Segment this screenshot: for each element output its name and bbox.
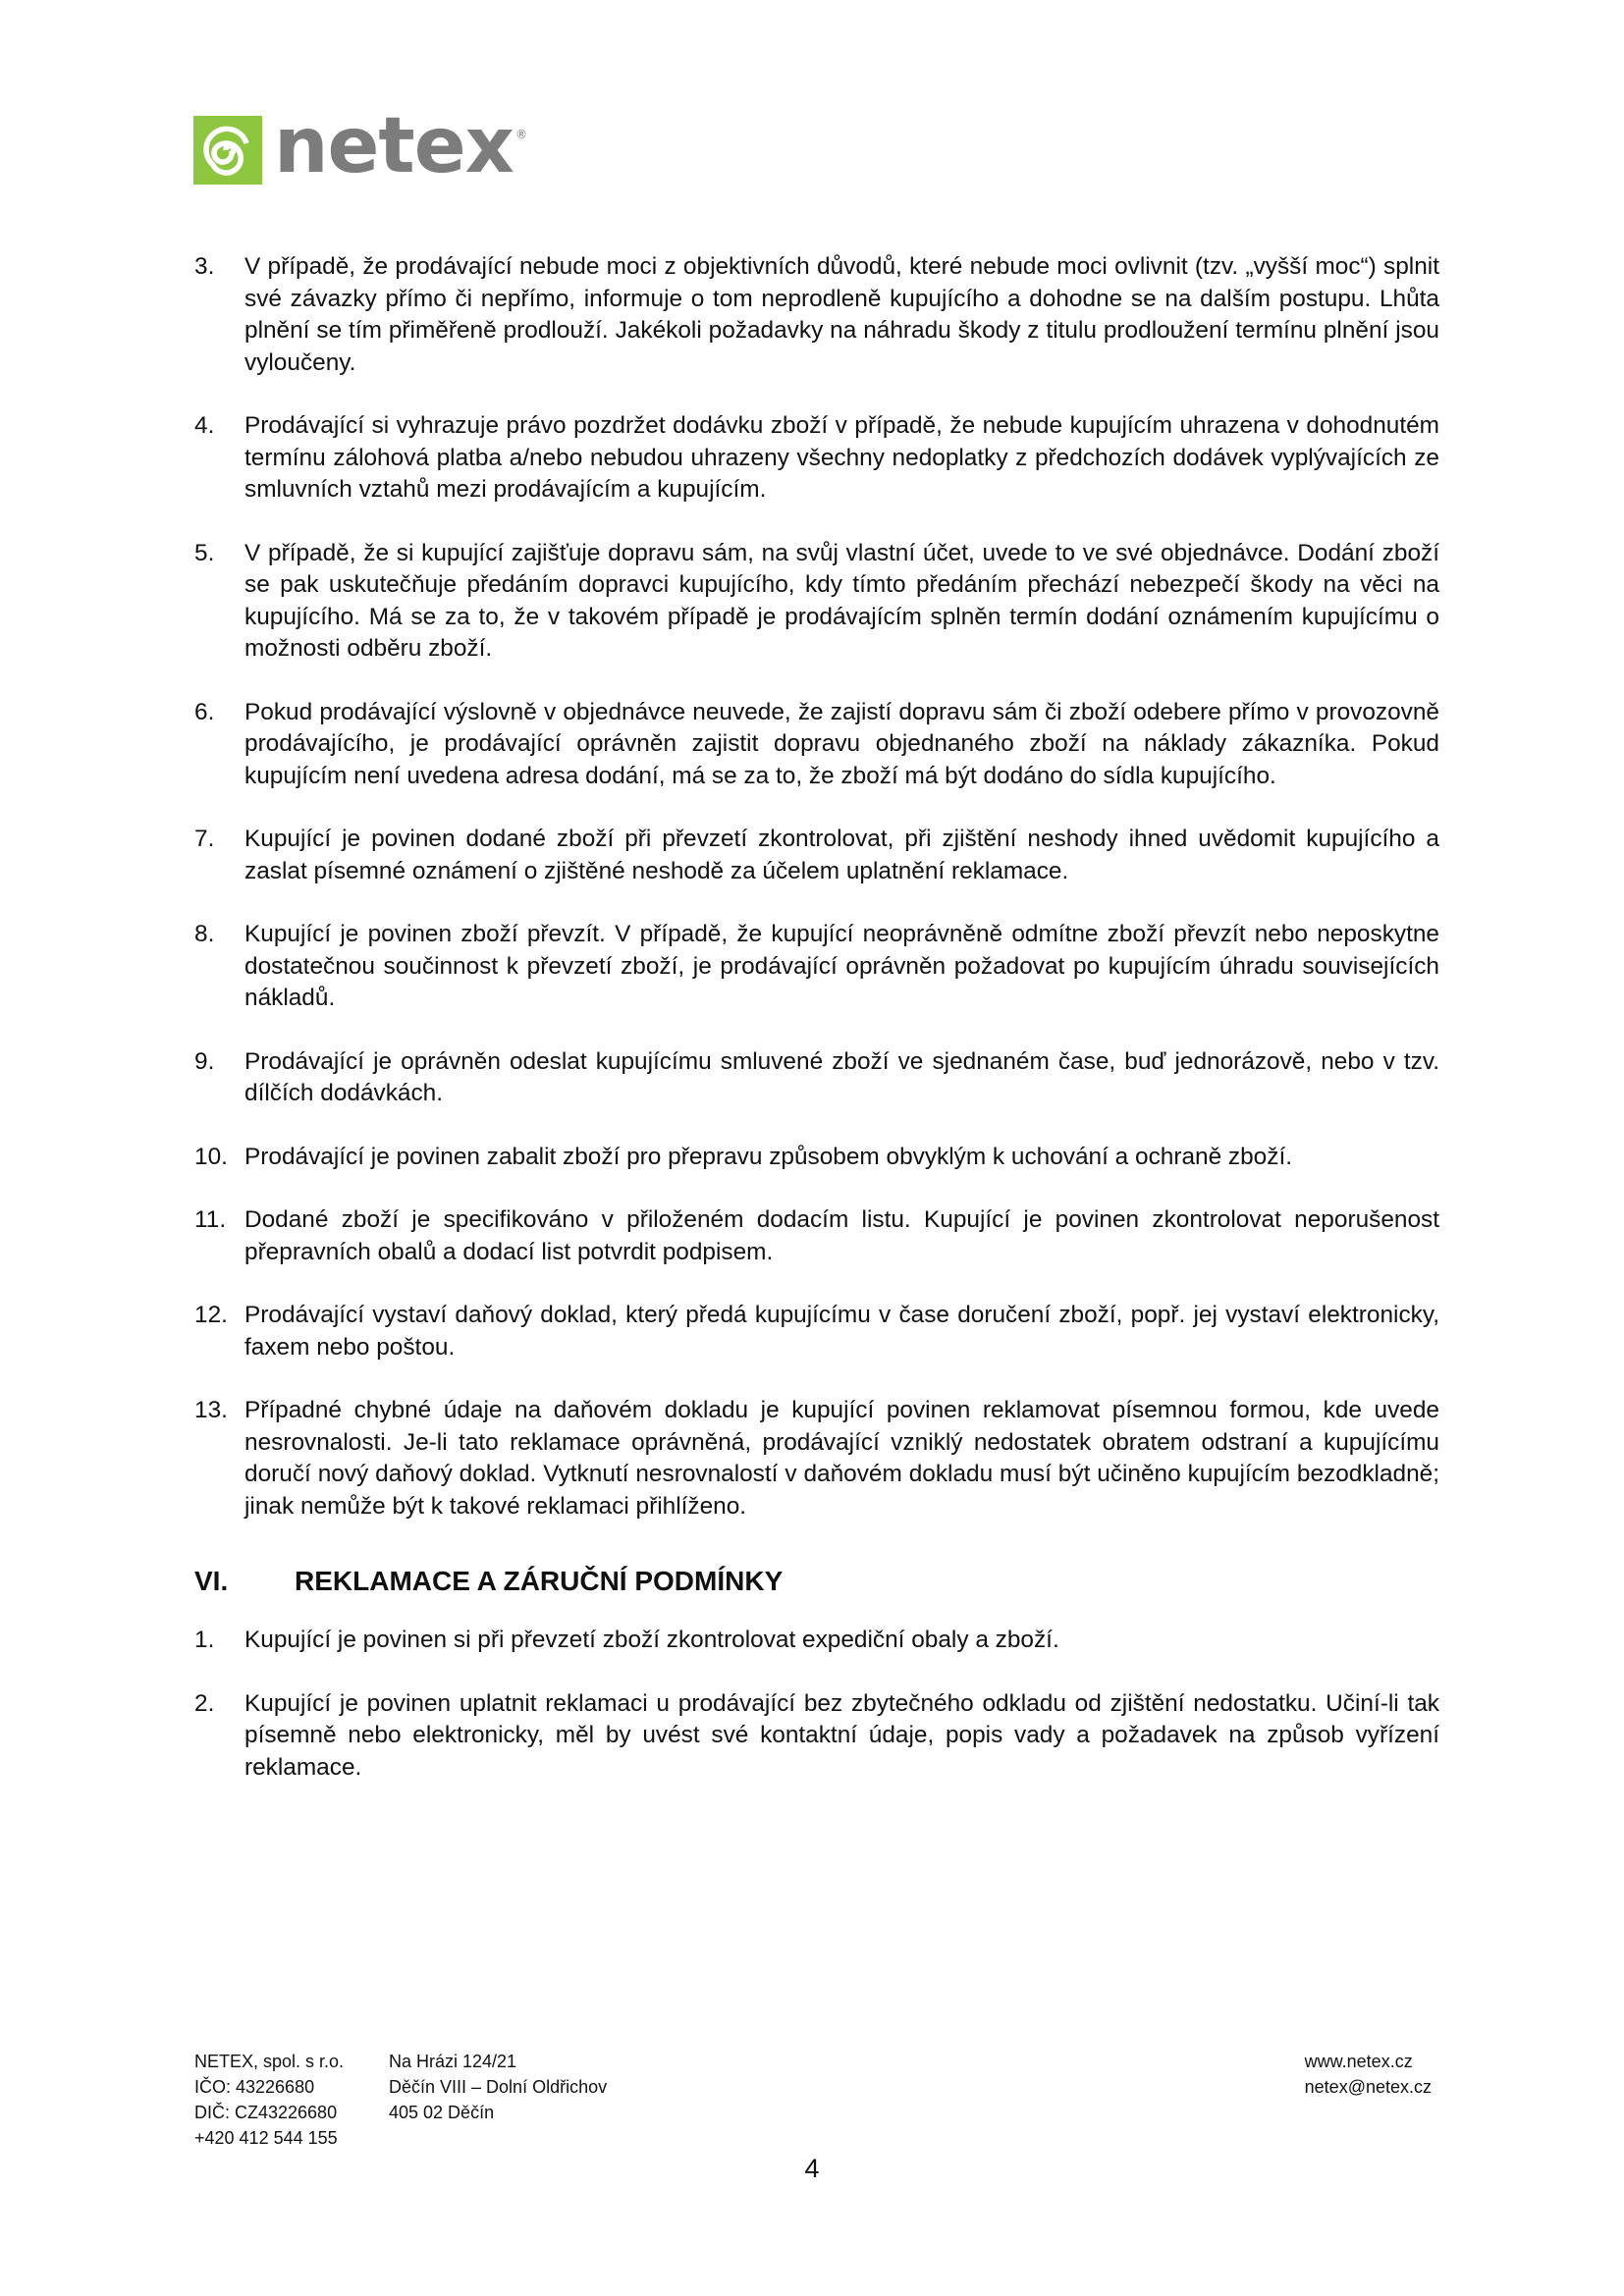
list-item-text: Případné chybné údaje na daňovém dokladu je kupující povinen reklamovat písemnou formou, kde uvede nesrovnalosti. Je-li tato reklamace oprávněná, prodávající vzniklý nedostatek obratem odstraní a kupujícímu doručí nový daňový doklad. Vytknutí nesrovnalostí v daňovém dokladu musí být učiněno kupujícím bezodkladně; jinak nemůže být k takové reklamaci přihlíženo. — [244, 1397, 1439, 1520]
list-item-text: Dodané zboží je specifikováno v přiloženém dodacím listu. Kupující je povinen zkontrolovat neporušenost přepravních obalů a dodací list potvrdit podpisem. — [244, 1206, 1439, 1265]
list-item-text: Kupující je povinen dodané zboží při převzetí zkontrolovat, při zjištění neshody ihned uvědomit kupujícího a zaslat písemné oznámení o zjištěné neshodě za účelem uplatnění reklamace. — [244, 826, 1439, 884]
list-item-number: 13. — [194, 1397, 228, 1423]
list-item — [194, 538, 1439, 666]
list-item-number: 6. — [194, 698, 215, 725]
list-item-number: 11. — [194, 1206, 227, 1233]
list-item — [194, 1046, 1439, 1110]
list-item-number: 3. — [194, 253, 215, 280]
footer-company-line: DIČ: CZ43226680 — [194, 2103, 338, 2122]
document-body — [194, 251, 1439, 1815]
list-item-text: V případě, že prodávající nebude moci z objektivních důvodů, které nebude moci ovlivnit (tzv. „vyšší moc“) splnit své závazky přímo či nepřímo, informuje o tom neprodleně kupujícího a dohodne se na dalším postupu. Lhůta plnění se tím přiměřeně prodlouží. Jakékoli požadavky na náhradu škody z titulu prodloužení termínu plnění jsou vyloučeny. — [244, 253, 1439, 376]
list-item-number: 4. — [194, 412, 215, 439]
footer-address-line: Děčín VIII – Dolní Oldřichov — [389, 2077, 608, 2097]
list-item-number: 10. — [194, 1143, 228, 1170]
footer-web-line[interactable]: netex@netex.cz — [1304, 2077, 1432, 2097]
list-item-text: V případě, že si kupující zajišťuje dopravu sám, na svůj vlastní účet, uvede to ve své objednávce. Dodání zboží se pak uskutečňuje předáním dopravci kupujícího, kdy tímto předáním přechází nebezpečí škody na věci na kupujícího. Má se za to, že v takovém případě je prodávajícím splněn termín dodání oznámením kupujícímu o možnosti odběru zboží. — [244, 539, 1439, 662]
list-item-number: 1. — [194, 1627, 215, 1653]
footer-company-line: NETEX, spol. s r.o. — [194, 2052, 345, 2071]
list-item-number: 12. — [194, 1302, 228, 1328]
footer-address — [389, 2049, 607, 2125]
list-item-number: 8. — [194, 921, 215, 947]
terms-list — [194, 251, 1439, 1522]
footer-company-line: IČO: 43226680 — [194, 2077, 315, 2097]
list-item-text: Kupující je povinen zboží převzít. V případě, že kupující neoprávněně odmítne zboží převzít nebo neposkytne dostatečnou součinnost k převzetí zboží, je prodávající oprávněn požadovat po kupujícím úhradu souvisejících nákladů. — [244, 921, 1439, 1011]
list-item — [194, 919, 1439, 1015]
page-number: 4 — [804, 2154, 820, 2183]
complaints-list — [194, 1625, 1439, 1784]
logo-wordmark: netex — [274, 102, 514, 190]
list-item — [194, 1142, 1439, 1174]
footer-contact — [1305, 2049, 1432, 2100]
footer-web-line[interactable]: www.netex.cz — [1304, 2052, 1413, 2071]
company-logo — [193, 102, 527, 190]
list-item-text: Prodávající je povinen zabalit zboží pro přepravu způsobem obvyklým k uchování a ochraně zboží. — [244, 1143, 1292, 1170]
list-item — [194, 410, 1439, 507]
list-item — [194, 1625, 1439, 1657]
list-item-text: Prodávající si vyhrazuje právo pozdržet dodávku zboží v případě, že nebude kupujícím uhrazena v dohodnutém termínu zálohová platba a/nebo nebudou uhrazeny všechny nedoplatky z předchozích dodávek vyplývajících ze smluvních vztahů mezi prodávajícím a kupujícím. — [244, 412, 1439, 503]
registered-mark: ® — [514, 128, 527, 141]
list-item — [194, 1688, 1439, 1785]
list-item — [194, 1204, 1439, 1268]
list-item-text: Pokud prodávající výslovně v objednávce neuvede, že zajistí dopravu sám či zboží odebere přímo v provozovně prodávajícího, je prodávající oprávněn zajistit dopravu objednaného zboží na náklady zákazníka. Pokud kupujícím není uvedena adresa dodání, má se za to, že zboží má být dodáno do sídla kupujícího. — [244, 698, 1439, 789]
list-item — [194, 251, 1439, 379]
list-item-number: 7. — [194, 826, 215, 852]
footer-company-line: +420 412 544 155 — [194, 2128, 338, 2148]
list-item-text: Prodávající vystaví daňový doklad, který předá kupujícímu v čase doručení zboží, popř. jej vystaví elektronicky, faxem nebo poštou. — [244, 1302, 1439, 1361]
list-item-number: 2. — [194, 1689, 215, 1717]
list-item-text: Prodávající je oprávněn odeslat kupujícímu smluvené zboží ve sjednaném čase, buď jednorázově, nebo v tzv. dílčích dodávkách. — [244, 1047, 1439, 1106]
list-item — [194, 697, 1439, 793]
section-heading — [194, 1564, 1439, 1599]
footer-address-line: Na Hrázi 124/21 — [389, 2052, 517, 2071]
list-item-number: 5. — [194, 539, 215, 566]
footer-company-info — [194, 2049, 344, 2151]
footer-address-line: 405 02 Děčín — [389, 2103, 495, 2122]
netex-spiral-logo-icon — [193, 116, 262, 185]
list-item — [194, 824, 1439, 887]
section-title: REKLAMACE A ZÁRUČNÍ PODMÍNKY — [295, 1566, 784, 1596]
list-item — [194, 1300, 1439, 1363]
list-item-number: 9. — [194, 1047, 215, 1075]
section-number: VI. — [194, 1566, 229, 1596]
list-item — [194, 1395, 1439, 1522]
list-item-text: Kupující je povinen si při převzetí zboží zkontrolovat expediční obaly a zboží. — [244, 1627, 1059, 1653]
list-item-text: Kupující je povinen uplatnit reklamaci u prodávající bez zbytečného odkladu od zjištění nedostatku. Učiní-li tak písemně nebo elektronicky, měl by uvést své kontaktní údaje, popis vady a požadavek na způsob vyřízení reklamace. — [244, 1689, 1439, 1781]
